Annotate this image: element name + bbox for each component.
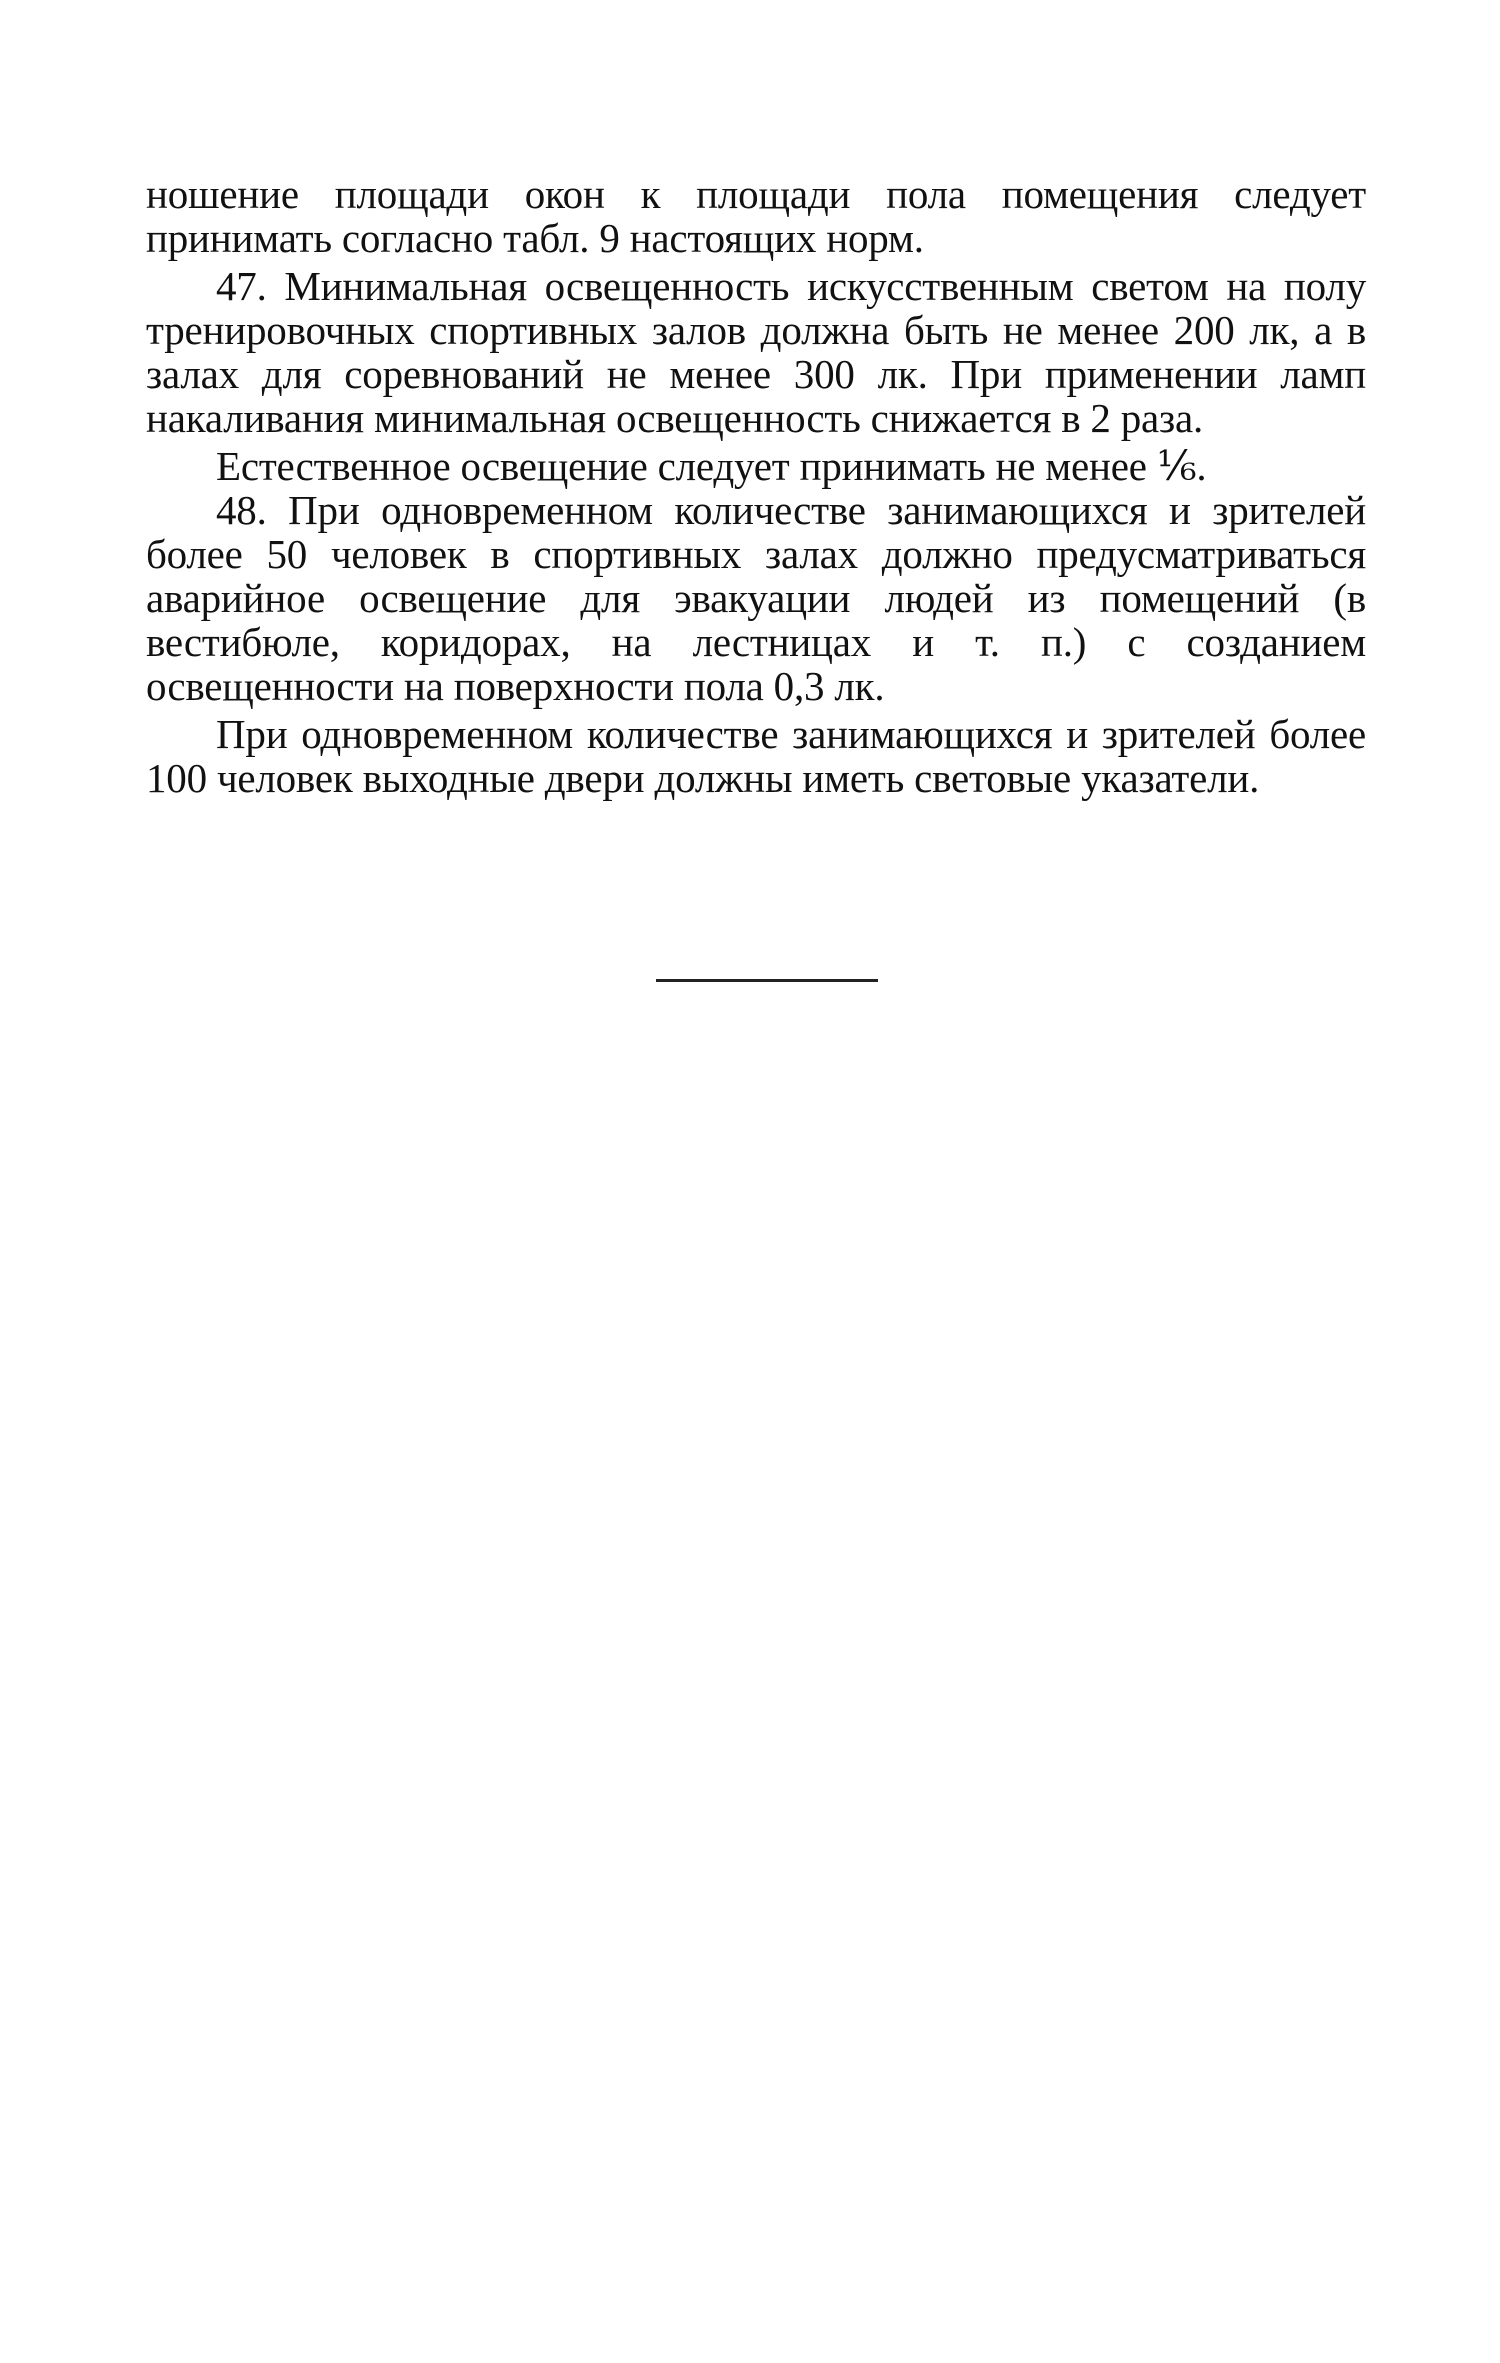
document-page bbox=[146, 172, 1366, 800]
paragraph-48-emergency-lighting: 48. При одновременном количестве занимающихся и зрителей более 50 человек в спортивных залах должно предусматриваться аварийное освещение для эвакуации людей из помещений (в вестибюле, коридорах, на лестницах и т. п.) с созданием освещенности на поверхности пола 0,3 лк. bbox=[146, 487, 1366, 709]
paragraph-continuation: ношение площади окон к площади пола помещения следует принимать согласно табл. 9 настоящих норм. bbox=[146, 171, 1366, 261]
section-divider bbox=[656, 979, 878, 982]
paragraph-47-natural-light: Естественное освещение следует принимать не менее ⅙. bbox=[216, 443, 1207, 489]
paragraph-48-exit-signs: При одновременном количестве занимающихся и зрителей более 100 человек выходные двери должны иметь световые указатели. bbox=[146, 711, 1366, 801]
paragraph-47-lighting-levels: 47. Минимальная освещенность искусственным светом на полу тренировочных спортивных залов должна быть не менее 200 лк, а в залах для соревнований не менее 300 лк. При применении ламп накаливания минимальная освещенность снижается в 2 раза. bbox=[146, 263, 1366, 441]
